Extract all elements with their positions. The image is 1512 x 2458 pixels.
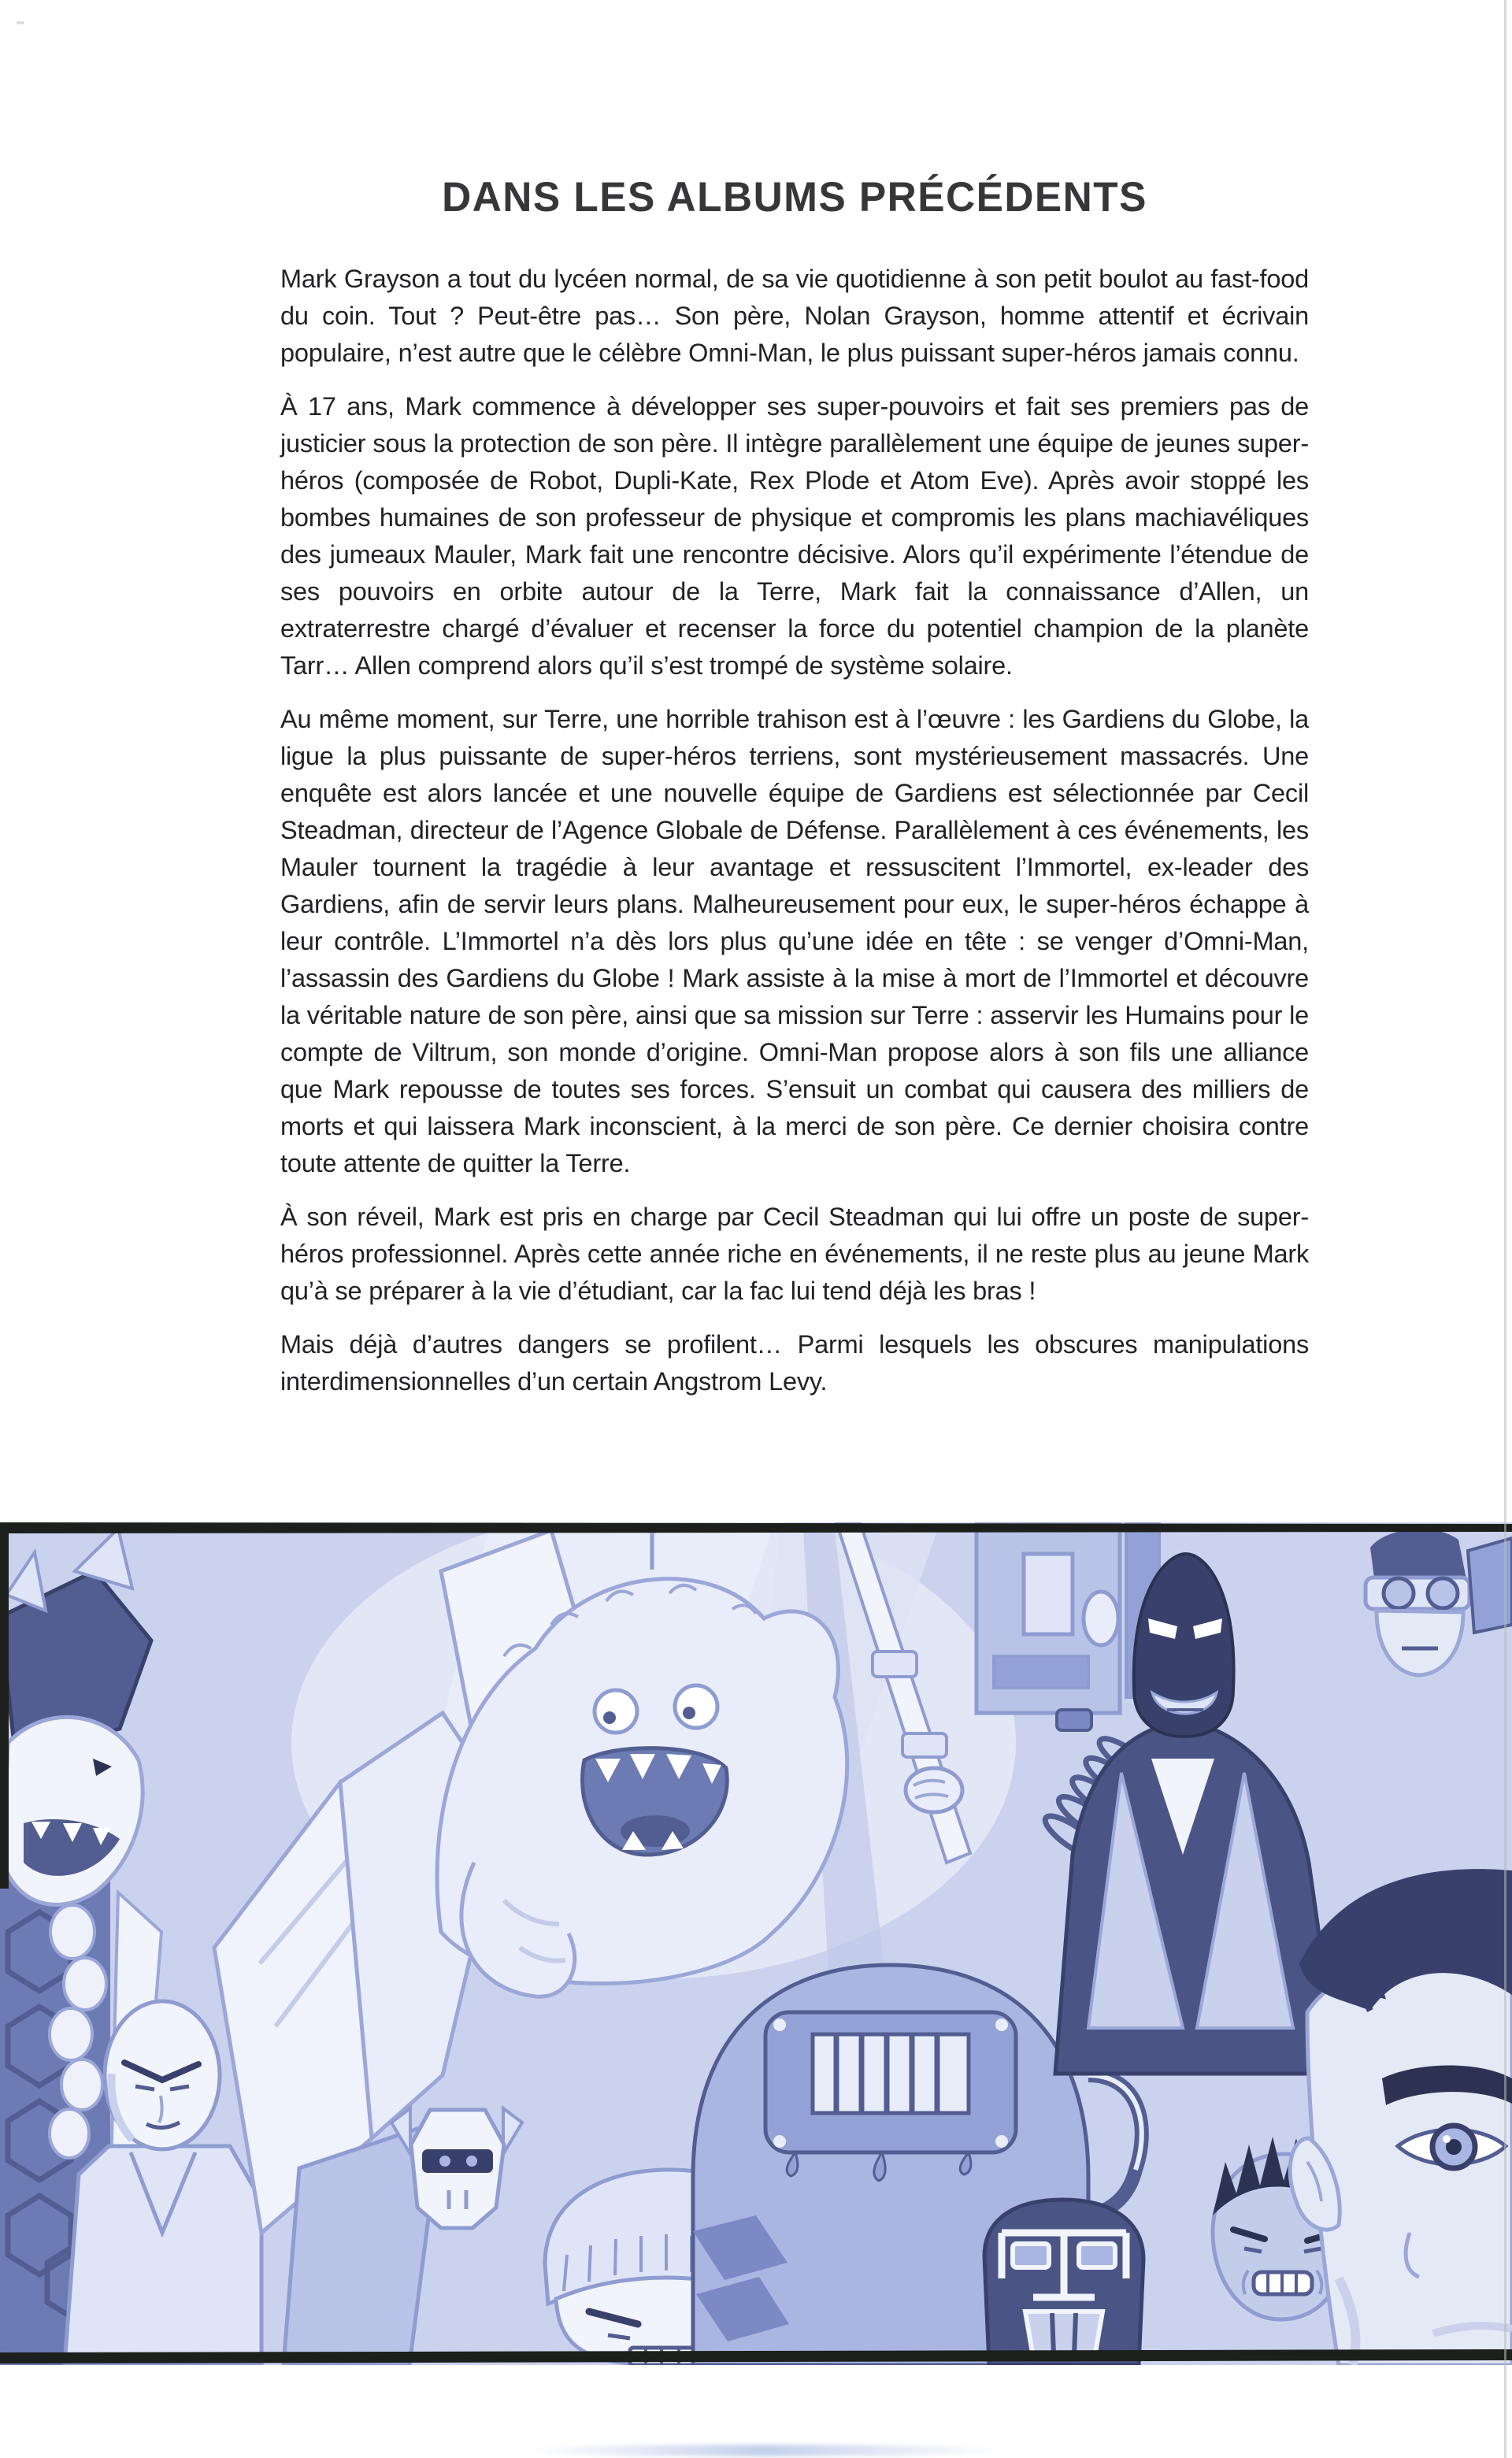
- recap-text: [280, 261, 1309, 1400]
- paragraph-2: À 17 ans, Mark commence à développer ses super-pouvoirs et fait ses premiers pas de justicier sous la protection de son père. Il intègre parallèlement une équipe de jeunes super-héros (composée de Robot, Dupli-Kate, Rex Plode et Atom Eve). Après avoir stoppé les bombes humaines de son professeur de physique et compromis les plans machiavéliques des jumeaux Mauler, Mark fait une rencontre décisive. Alors qu’il expérimente l’étendue de ses pouvoirs en orbite autour de la Terre, Mark fait la connaissance d’Allen, un extraterrestre chargé d’évaluer et recenser la force du potentiel champion de la planète Tarr… Allen comprend alors qu’il s’est trompé de système solaire.: [280, 392, 1309, 680]
- scan-smudge: [520, 2445, 1008, 2456]
- scan-edge-line: [1504, 0, 1506, 2458]
- paragraph-3: Au même moment, sur Terre, une horrible trahison est à l’œuvre : les Gardiens du Globe, la ligue la plus puissante de super-héros terriens, sont mystérieusement massacrés. Une enquête est alors lancée et une nouvelle équipe de Gardiens est sélectionnée par Cecil Steadman, directeur de l’Agence Globale de Défense. Parallèlement à ces événements, les Mauler tournent la tragédie à leur avantage et ressuscitent l’Immortel, ex-leader des Gardiens, afin de servir leurs plans. Malheureusement pour eux, le super-héros échappe à leur contrôle. L’Immortel n’a dès lors plus qu’une idée en tête : se venger d’Omni-Man, l’assassin des Gardiens du Globe ! Mark assiste à la mise à mort de l’Immortel et découvre la véritable nature de son père, ainsi que sa mission sur Terre : asservir les Humains pour le compte de Viltrum, son monde d’origine. Omni-Man propose alors à son fils une alliance que Mark repousse de toutes ses forces. S’ensuit un combat qui causera des milliers de morts et qui laissera Mark inconscient, à la merci de son père. Ce dernier choisira contre toute attente de quitter la Terre.: [280, 705, 1309, 1177]
- paragraph-1: Mark Grayson a tout du lycéen normal, de sa vie quotidienne à son petit boulot au fast-food du coin. Tout ? Peut-être pas… Son père, Nolan Grayson, homme attentif et écrivain populaire, n’est autre que le célèbre Omni-Man, le plus puissant super-héros jamais connu.: [280, 265, 1309, 367]
- paragraph-5: Mais déjà d’autres dangers se profilent… Parmi lesquels les obscures manipulations interdimensionnelles d’un certain Angstrom Levy.: [280, 1330, 1309, 1396]
- tiki-robot-mask: [984, 2200, 1143, 2365]
- page-title: DANS LES ALBUMS PRÉCÉDENTS: [442, 174, 1147, 221]
- scan-speck: [17, 21, 24, 24]
- comic-illustration: [0, 1522, 1512, 2365]
- paragraph-4: À son réveil, Mark est pris en charge par Cecil Steadman qui lui offre un poste de super-héros professionnel. Après cette année riche en événements, il ne reste plus au jeune Mark qu’à se préparer à la vie d’étudiant, car la fac lui tend déjà les bras !: [280, 1203, 1309, 1305]
